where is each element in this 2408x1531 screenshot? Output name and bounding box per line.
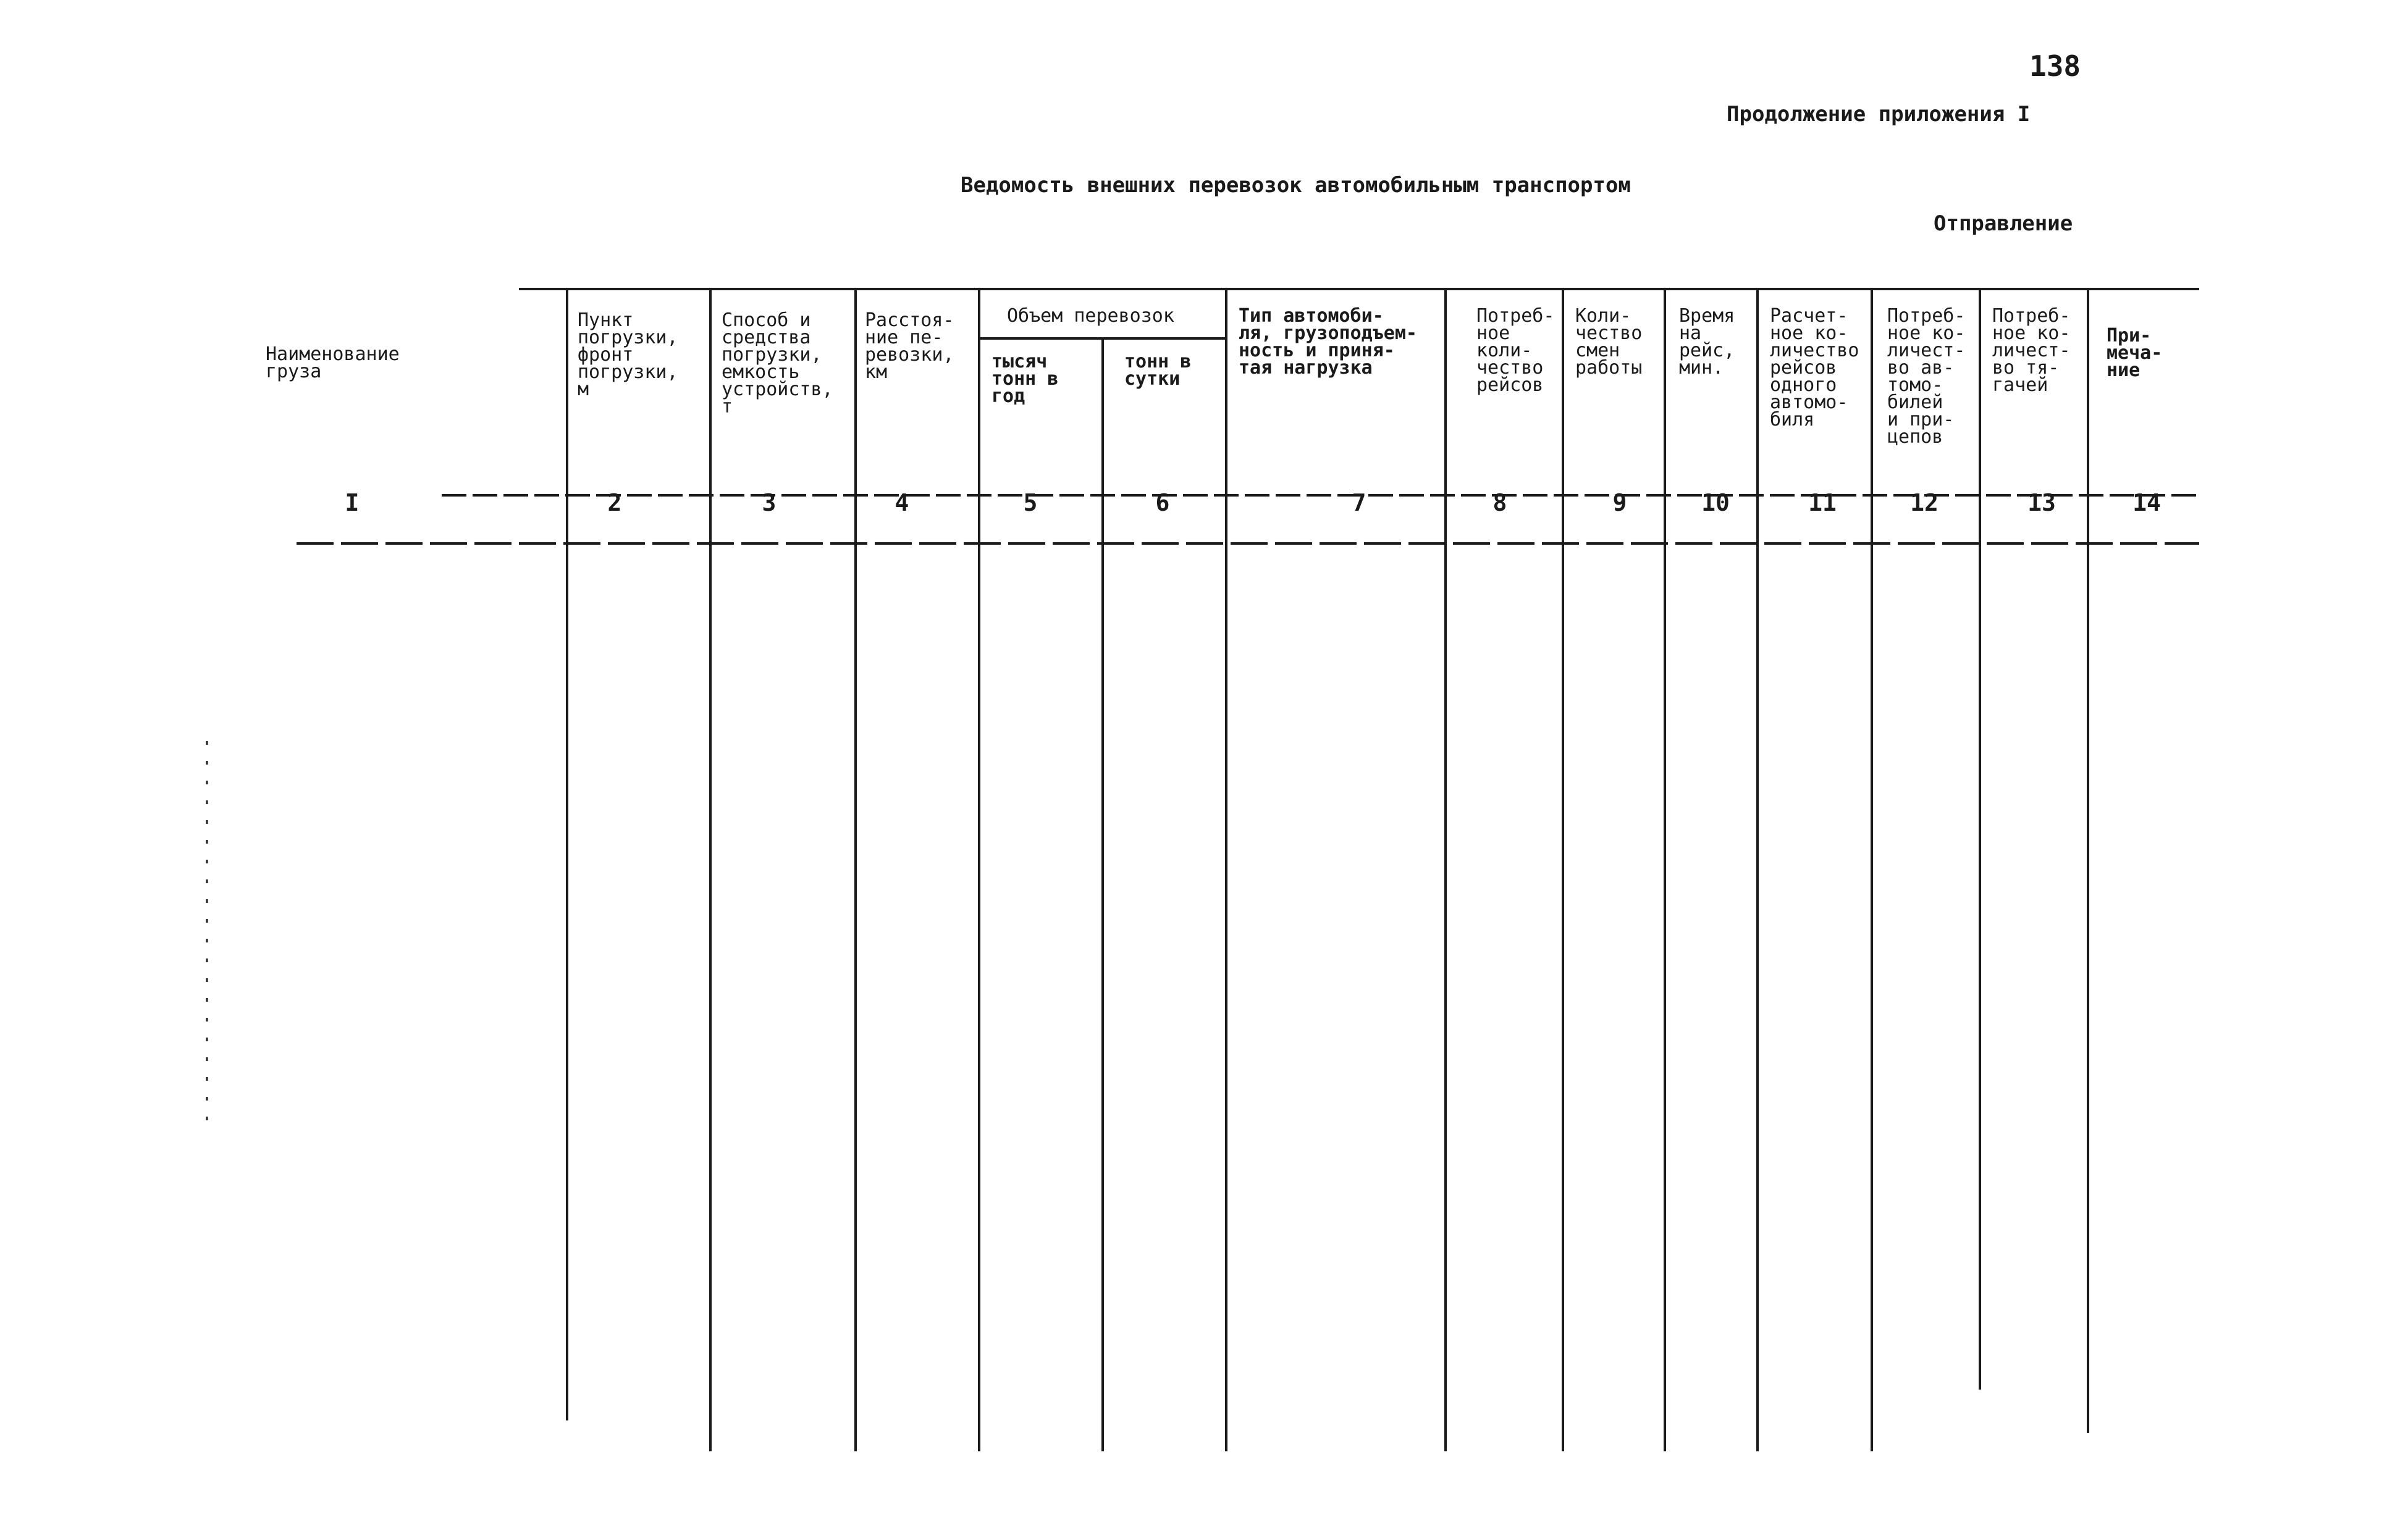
document-subtitle: Отправление xyxy=(1934,211,2073,236)
column-number-4: 4 xyxy=(895,489,909,516)
column-number-12: 12 xyxy=(1910,489,1939,516)
header-thousand-tons-year: тысяч тонн в год xyxy=(991,351,1059,407)
header-vehicle-type: Тип автомоби- ля, грузоподъем- ность и приня- тая нагрузка xyxy=(1239,305,1417,379)
column-number-9: 9 xyxy=(1612,489,1627,516)
header-required-vehicles: Потреб- ное ко- личест- во ав- томо- билей и при- цепов xyxy=(1887,305,1966,448)
column-number-6: 6 xyxy=(1155,489,1170,516)
column-number-10: 10 xyxy=(1701,489,1730,516)
header-volume-group: Объем перевозок xyxy=(1007,305,1174,327)
column-number-1: I xyxy=(345,489,360,516)
column-number-14: 14 xyxy=(2132,489,2161,516)
header-trip-time: Время на рейс, мин. xyxy=(1679,305,1735,379)
continuation-label: Продолжение приложения I xyxy=(1727,102,2031,127)
header-shifts: Коли- чество смен работы xyxy=(1575,305,1643,379)
header-notes: При- меча- ние xyxy=(2107,325,2163,381)
column-number-8: 8 xyxy=(1492,489,1507,516)
header-required-trips: Потреб- ное коли- чество рейсов xyxy=(1476,305,1555,396)
column-number-11: 11 xyxy=(1808,489,1837,516)
header-calculated-trips: Расчет- ное ко- личество рейсов одного автомо- биля xyxy=(1770,305,1859,430)
column-number-7: 7 xyxy=(1352,489,1366,516)
header-cargo-name: Наименование груза xyxy=(266,343,400,382)
column-number-2: 2 xyxy=(607,489,622,516)
header-tons-day: тонн в сутки xyxy=(1124,351,1192,390)
header-loading-method: Способ и средства погрузки, емкость устройств, т xyxy=(722,309,833,417)
column-number-13: 13 xyxy=(2027,489,2056,516)
document-title: Ведомость внешних перевозок автомобильным транспортом xyxy=(961,173,1631,198)
page-number: 138 xyxy=(2029,49,2081,83)
column-number-3: 3 xyxy=(762,489,777,516)
column-number-5: 5 xyxy=(1023,489,1038,516)
header-required-tractors: Потреб- ное ко- личест- во тя- гачей xyxy=(1992,305,2071,396)
header-distance: Расстоя- ние пе- ревозки, км xyxy=(865,309,954,383)
header-loading-point: Пункт погрузки, фронт погрузки, м xyxy=(578,309,678,400)
